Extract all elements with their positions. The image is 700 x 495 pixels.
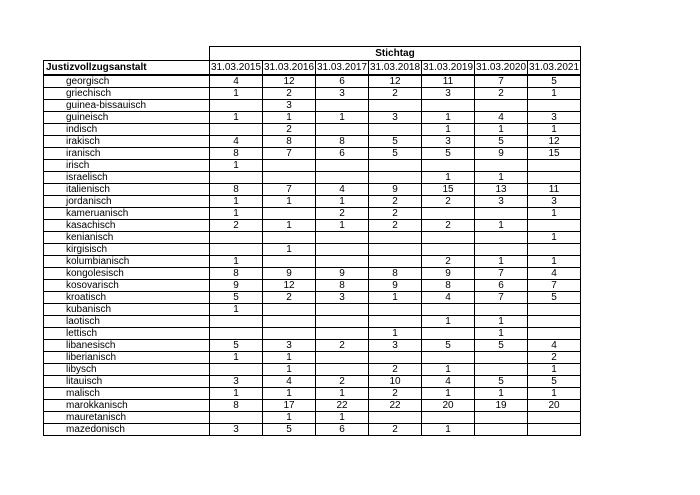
count-cell bbox=[475, 412, 528, 424]
count-cell bbox=[528, 424, 581, 436]
count-cell bbox=[210, 412, 263, 424]
count-cell: 17 bbox=[263, 400, 316, 412]
count-cell: 5 bbox=[210, 292, 263, 304]
count-cell: 8 bbox=[210, 268, 263, 280]
justizvollzugsanstalt-header: Justizvollzugsanstalt bbox=[44, 61, 210, 76]
count-cell: 1 bbox=[369, 292, 422, 304]
count-cell bbox=[422, 208, 475, 220]
count-cell: 1 bbox=[263, 352, 316, 364]
date-header: 31.03.2019 bbox=[422, 61, 475, 76]
table-row bbox=[44, 292, 581, 304]
count-cell: 2 bbox=[263, 292, 316, 304]
count-cell bbox=[316, 232, 369, 244]
table-row bbox=[44, 364, 581, 376]
count-cell: 10 bbox=[369, 376, 422, 388]
count-cell: 6 bbox=[316, 75, 369, 88]
count-cell: 2 bbox=[263, 124, 316, 136]
count-cell: 2 bbox=[422, 196, 475, 208]
nationality-cell: guineisch bbox=[44, 112, 210, 124]
count-cell bbox=[263, 172, 316, 184]
count-cell bbox=[316, 328, 369, 340]
count-cell: 1 bbox=[369, 328, 422, 340]
count-cell: 9 bbox=[369, 280, 422, 292]
table-row bbox=[44, 160, 581, 172]
header-spacer bbox=[44, 47, 210, 61]
count-cell: 2 bbox=[369, 364, 422, 376]
count-cell bbox=[316, 316, 369, 328]
count-cell: 7 bbox=[475, 75, 528, 88]
count-cell bbox=[422, 244, 475, 256]
count-cell: 1 bbox=[422, 388, 475, 400]
count-cell: 1 bbox=[210, 88, 263, 100]
count-cell: 1 bbox=[422, 424, 475, 436]
nationality-cell: kroatisch bbox=[44, 292, 210, 304]
nationality-cell: kenianisch bbox=[44, 232, 210, 244]
count-cell: 4 bbox=[316, 184, 369, 196]
count-cell: 3 bbox=[528, 196, 581, 208]
count-cell: 1 bbox=[316, 220, 369, 232]
table-row bbox=[44, 388, 581, 400]
count-cell: 7 bbox=[475, 268, 528, 280]
count-cell: 2 bbox=[369, 388, 422, 400]
date-header: 31.03.2015 bbox=[210, 61, 263, 76]
count-cell bbox=[263, 304, 316, 316]
table-row bbox=[44, 268, 581, 280]
nationality-cell: laotisch bbox=[44, 316, 210, 328]
stichtag-header: Stichtag bbox=[210, 47, 581, 61]
table-row bbox=[44, 256, 581, 268]
nationality-cell: libysch bbox=[44, 364, 210, 376]
count-cell: 4 bbox=[528, 268, 581, 280]
count-cell bbox=[528, 328, 581, 340]
table-row bbox=[44, 412, 581, 424]
table-row bbox=[44, 196, 581, 208]
table-row bbox=[44, 124, 581, 136]
count-cell: 8 bbox=[316, 280, 369, 292]
count-cell bbox=[528, 304, 581, 316]
statistics-table bbox=[43, 46, 581, 436]
date-header: 31.03.2018 bbox=[369, 61, 422, 76]
table-row bbox=[44, 184, 581, 196]
count-cell: 3 bbox=[422, 88, 475, 100]
count-cell: 3 bbox=[263, 100, 316, 112]
count-cell: 6 bbox=[316, 148, 369, 160]
count-cell: 5 bbox=[422, 148, 475, 160]
count-cell bbox=[475, 424, 528, 436]
count-cell: 1 bbox=[263, 364, 316, 376]
count-cell bbox=[475, 352, 528, 364]
table-row bbox=[44, 136, 581, 148]
count-cell bbox=[475, 232, 528, 244]
count-cell: 1 bbox=[528, 208, 581, 220]
count-cell: 1 bbox=[263, 196, 316, 208]
table-row bbox=[44, 244, 581, 256]
count-cell bbox=[475, 100, 528, 112]
nationality-cell: kubanisch bbox=[44, 304, 210, 316]
count-cell bbox=[528, 160, 581, 172]
count-cell bbox=[422, 100, 475, 112]
count-cell: 1 bbox=[422, 172, 475, 184]
count-cell bbox=[369, 124, 422, 136]
nationality-cell: kosovarisch bbox=[44, 280, 210, 292]
date-header: 31.03.2021 bbox=[528, 61, 581, 76]
count-cell: 5 bbox=[369, 136, 422, 148]
nationality-cell: lettisch bbox=[44, 328, 210, 340]
count-cell: 11 bbox=[528, 184, 581, 196]
count-cell bbox=[475, 160, 528, 172]
table-body bbox=[44, 75, 581, 436]
count-cell: 8 bbox=[210, 148, 263, 160]
count-cell: 22 bbox=[316, 400, 369, 412]
count-cell: 1 bbox=[422, 316, 475, 328]
table-row bbox=[44, 88, 581, 100]
count-cell: 5 bbox=[475, 136, 528, 148]
count-cell: 13 bbox=[475, 184, 528, 196]
count-cell: 1 bbox=[528, 124, 581, 136]
count-cell: 8 bbox=[210, 400, 263, 412]
table-row bbox=[44, 340, 581, 352]
count-cell: 1 bbox=[210, 160, 263, 172]
count-cell: 1 bbox=[422, 112, 475, 124]
count-cell: 4 bbox=[210, 75, 263, 88]
count-cell: 1 bbox=[263, 412, 316, 424]
count-cell: 1 bbox=[210, 352, 263, 364]
count-cell bbox=[369, 304, 422, 316]
count-cell: 1 bbox=[316, 112, 369, 124]
header-row-group bbox=[44, 47, 581, 61]
count-cell bbox=[316, 304, 369, 316]
date-header: 31.03.2016 bbox=[263, 61, 316, 76]
table-row bbox=[44, 100, 581, 112]
count-cell bbox=[475, 304, 528, 316]
count-cell: 1 bbox=[528, 88, 581, 100]
count-cell bbox=[369, 256, 422, 268]
nationality-cell: irakisch bbox=[44, 136, 210, 148]
count-cell: 3 bbox=[475, 196, 528, 208]
count-cell bbox=[369, 100, 422, 112]
count-cell bbox=[316, 244, 369, 256]
count-cell bbox=[210, 232, 263, 244]
count-cell: 9 bbox=[316, 268, 369, 280]
count-cell bbox=[263, 160, 316, 172]
count-cell: 2 bbox=[263, 88, 316, 100]
count-cell bbox=[528, 220, 581, 232]
count-cell: 1 bbox=[475, 124, 528, 136]
count-cell bbox=[475, 364, 528, 376]
count-cell: 3 bbox=[263, 340, 316, 352]
count-cell: 12 bbox=[263, 75, 316, 88]
count-cell: 1 bbox=[475, 220, 528, 232]
count-cell: 1 bbox=[528, 364, 581, 376]
count-cell: 1 bbox=[316, 388, 369, 400]
count-cell: 2 bbox=[528, 352, 581, 364]
table-row bbox=[44, 352, 581, 364]
count-cell: 1 bbox=[475, 172, 528, 184]
count-cell: 2 bbox=[475, 88, 528, 100]
nationality-cell: guinea-bissauisch bbox=[44, 100, 210, 112]
count-cell: 3 bbox=[210, 424, 263, 436]
count-cell bbox=[528, 172, 581, 184]
count-cell: 22 bbox=[369, 400, 422, 412]
count-cell bbox=[422, 304, 475, 316]
count-cell: 19 bbox=[475, 400, 528, 412]
count-cell: 8 bbox=[369, 268, 422, 280]
count-cell: 2 bbox=[422, 256, 475, 268]
count-cell bbox=[369, 316, 422, 328]
count-cell: 8 bbox=[263, 136, 316, 148]
count-cell bbox=[263, 208, 316, 220]
count-cell bbox=[316, 124, 369, 136]
count-cell bbox=[422, 412, 475, 424]
count-cell: 5 bbox=[528, 75, 581, 88]
nationality-cell: litauisch bbox=[44, 376, 210, 388]
count-cell: 11 bbox=[422, 75, 475, 88]
count-cell bbox=[475, 244, 528, 256]
count-cell bbox=[210, 172, 263, 184]
nationality-cell: kasachisch bbox=[44, 220, 210, 232]
count-cell: 1 bbox=[528, 232, 581, 244]
count-cell: 9 bbox=[369, 184, 422, 196]
count-cell: 6 bbox=[316, 424, 369, 436]
count-cell: 1 bbox=[475, 328, 528, 340]
count-cell: 20 bbox=[528, 400, 581, 412]
count-cell bbox=[369, 232, 422, 244]
nationality-cell: libanesisch bbox=[44, 340, 210, 352]
count-cell: 1 bbox=[475, 256, 528, 268]
nationality-cell: kolumbianisch bbox=[44, 256, 210, 268]
count-cell bbox=[369, 352, 422, 364]
count-cell: 3 bbox=[316, 292, 369, 304]
count-cell: 1 bbox=[528, 256, 581, 268]
count-cell: 2 bbox=[369, 88, 422, 100]
count-cell: 5 bbox=[475, 376, 528, 388]
count-cell: 5 bbox=[210, 340, 263, 352]
count-cell: 7 bbox=[263, 148, 316, 160]
nationality-cell: liberianisch bbox=[44, 352, 210, 364]
count-cell: 5 bbox=[475, 340, 528, 352]
date-header: 31.03.2020 bbox=[475, 61, 528, 76]
count-cell: 9 bbox=[475, 148, 528, 160]
count-cell: 12 bbox=[528, 136, 581, 148]
count-cell: 1 bbox=[263, 388, 316, 400]
nationality-cell: israelisch bbox=[44, 172, 210, 184]
table-row bbox=[44, 75, 581, 88]
count-cell: 9 bbox=[422, 268, 475, 280]
count-cell: 1 bbox=[263, 112, 316, 124]
count-cell bbox=[263, 328, 316, 340]
nationality-cell: georgisch bbox=[44, 75, 210, 88]
table-row bbox=[44, 316, 581, 328]
count-cell: 3 bbox=[528, 112, 581, 124]
count-cell bbox=[210, 100, 263, 112]
count-cell: 2 bbox=[369, 424, 422, 436]
nationality-cell: mauretanisch bbox=[44, 412, 210, 424]
nationality-cell: italienisch bbox=[44, 184, 210, 196]
count-cell: 1 bbox=[422, 124, 475, 136]
count-cell: 2 bbox=[316, 340, 369, 352]
nationality-cell: indisch bbox=[44, 124, 210, 136]
count-cell: 2 bbox=[369, 220, 422, 232]
count-cell: 5 bbox=[263, 424, 316, 436]
count-cell bbox=[422, 352, 475, 364]
table-row bbox=[44, 208, 581, 220]
count-cell: 7 bbox=[528, 280, 581, 292]
count-cell bbox=[422, 328, 475, 340]
count-cell bbox=[210, 244, 263, 256]
count-cell: 1 bbox=[422, 364, 475, 376]
count-cell: 1 bbox=[263, 244, 316, 256]
count-cell bbox=[369, 412, 422, 424]
count-cell: 2 bbox=[316, 376, 369, 388]
count-cell: 1 bbox=[316, 196, 369, 208]
count-cell: 1 bbox=[316, 412, 369, 424]
nationality-cell: kameruanisch bbox=[44, 208, 210, 220]
nationality-cell: malisch bbox=[44, 388, 210, 400]
count-cell: 1 bbox=[475, 316, 528, 328]
count-cell bbox=[316, 100, 369, 112]
count-cell: 1 bbox=[210, 256, 263, 268]
count-cell: 2 bbox=[422, 220, 475, 232]
count-cell: 15 bbox=[528, 148, 581, 160]
header-row-dates bbox=[44, 61, 581, 76]
count-cell: 8 bbox=[422, 280, 475, 292]
table-row bbox=[44, 148, 581, 160]
count-cell bbox=[210, 328, 263, 340]
count-cell bbox=[210, 316, 263, 328]
count-cell bbox=[316, 160, 369, 172]
count-cell bbox=[210, 364, 263, 376]
count-cell: 6 bbox=[475, 280, 528, 292]
count-cell: 1 bbox=[210, 112, 263, 124]
count-cell: 4 bbox=[422, 376, 475, 388]
count-cell: 3 bbox=[422, 136, 475, 148]
count-cell bbox=[263, 232, 316, 244]
count-cell: 5 bbox=[369, 148, 422, 160]
nationality-cell: marokkanisch bbox=[44, 400, 210, 412]
count-cell bbox=[422, 160, 475, 172]
nationality-cell: mazedonisch bbox=[44, 424, 210, 436]
count-cell bbox=[263, 316, 316, 328]
count-cell bbox=[369, 172, 422, 184]
count-cell bbox=[528, 244, 581, 256]
count-cell: 9 bbox=[263, 268, 316, 280]
count-cell: 2 bbox=[369, 196, 422, 208]
count-cell: 3 bbox=[210, 376, 263, 388]
count-cell bbox=[528, 316, 581, 328]
count-cell: 1 bbox=[528, 388, 581, 400]
table-row bbox=[44, 376, 581, 388]
count-cell bbox=[210, 124, 263, 136]
count-cell: 4 bbox=[263, 376, 316, 388]
count-cell: 12 bbox=[369, 75, 422, 88]
count-cell: 1 bbox=[210, 208, 263, 220]
count-cell: 1 bbox=[210, 388, 263, 400]
count-cell bbox=[316, 352, 369, 364]
count-cell: 9 bbox=[210, 280, 263, 292]
table-row bbox=[44, 220, 581, 232]
table-row bbox=[44, 424, 581, 436]
count-cell: 3 bbox=[369, 340, 422, 352]
nationality-cell: iranisch bbox=[44, 148, 210, 160]
count-cell: 2 bbox=[316, 208, 369, 220]
count-cell bbox=[316, 364, 369, 376]
count-cell: 1 bbox=[263, 220, 316, 232]
count-cell bbox=[528, 100, 581, 112]
count-cell: 3 bbox=[369, 112, 422, 124]
count-cell: 7 bbox=[475, 292, 528, 304]
nationality-cell: kirgisisch bbox=[44, 244, 210, 256]
count-cell: 2 bbox=[369, 208, 422, 220]
date-header: 31.03.2017 bbox=[316, 61, 369, 76]
count-cell: 4 bbox=[475, 112, 528, 124]
table-row bbox=[44, 328, 581, 340]
count-cell: 5 bbox=[422, 340, 475, 352]
table-row bbox=[44, 280, 581, 292]
table-row bbox=[44, 172, 581, 184]
count-cell bbox=[316, 256, 369, 268]
count-cell: 12 bbox=[263, 280, 316, 292]
count-cell: 5 bbox=[528, 376, 581, 388]
nationality-cell: irisch bbox=[44, 160, 210, 172]
count-cell: 2 bbox=[210, 220, 263, 232]
count-cell bbox=[422, 232, 475, 244]
count-cell bbox=[316, 172, 369, 184]
table-row bbox=[44, 400, 581, 412]
count-cell: 3 bbox=[316, 88, 369, 100]
count-cell: 1 bbox=[210, 196, 263, 208]
nationality-cell: jordanisch bbox=[44, 196, 210, 208]
table-row bbox=[44, 304, 581, 316]
table-row bbox=[44, 112, 581, 124]
count-cell: 4 bbox=[422, 292, 475, 304]
count-cell: 8 bbox=[316, 136, 369, 148]
count-cell bbox=[263, 256, 316, 268]
count-cell: 8 bbox=[210, 184, 263, 196]
nationality-cell: kongolesisch bbox=[44, 268, 210, 280]
table-row bbox=[44, 232, 581, 244]
count-cell: 4 bbox=[210, 136, 263, 148]
count-cell: 1 bbox=[210, 304, 263, 316]
count-cell: 7 bbox=[263, 184, 316, 196]
count-cell: 5 bbox=[528, 292, 581, 304]
count-cell bbox=[369, 244, 422, 256]
count-cell bbox=[528, 412, 581, 424]
count-cell: 4 bbox=[528, 340, 581, 352]
count-cell: 1 bbox=[475, 388, 528, 400]
count-cell: 15 bbox=[422, 184, 475, 196]
count-cell bbox=[475, 208, 528, 220]
count-cell bbox=[369, 160, 422, 172]
nationality-cell: griechisch bbox=[44, 88, 210, 100]
count-cell: 20 bbox=[422, 400, 475, 412]
